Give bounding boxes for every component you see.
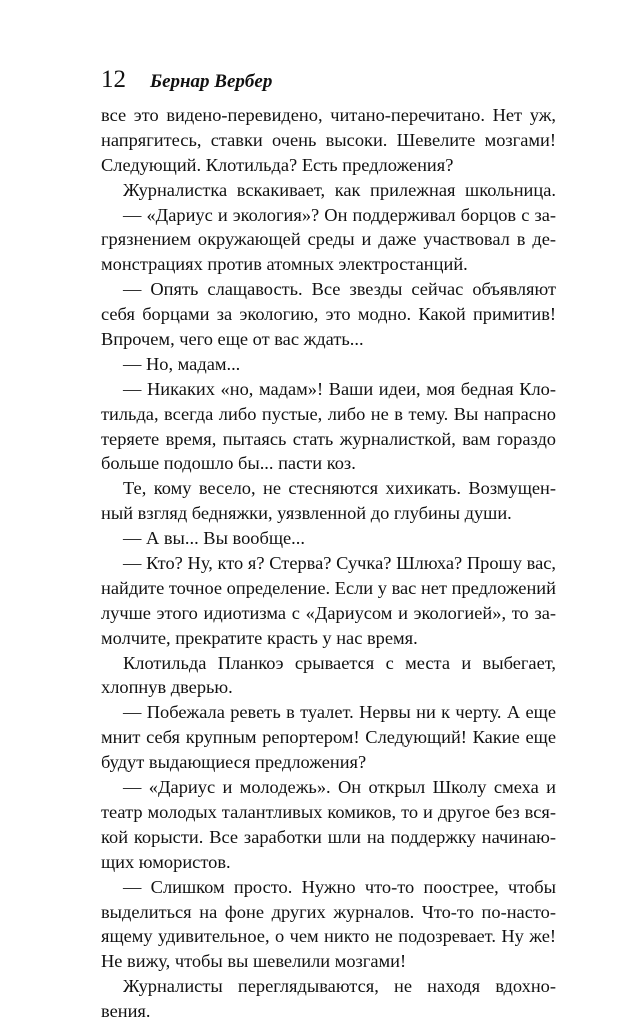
- text-line: ящему удивительное, о чем никто не подозревает. Ну же!: [101, 926, 556, 947]
- text-line: молчите, прекратите красть у нас время.: [101, 627, 418, 648]
- text-line: лучше этого идиотизма с «Дариусом и экологией», то за-: [101, 602, 556, 623]
- text-line: Не вижу, чтобы вы шевелили мозгами!: [101, 951, 407, 972]
- text-line: мнит себя крупным репортером! Следующий! Какие еще: [101, 727, 556, 748]
- text-line: — «Дариус и экология»? Он поддерживал борцов с за-: [123, 204, 556, 225]
- text-line: вения.: [101, 1001, 151, 1022]
- text-line: будут выдающиеся предложения?: [101, 752, 367, 773]
- page-number: 12: [101, 66, 126, 93]
- text-line: — Но, мадам...: [123, 353, 241, 374]
- text-line: монстрациях против атомных электростанций.: [101, 254, 468, 275]
- text-line: выделиться на фоне других журналов. Что-то по-насто-: [101, 901, 556, 922]
- text-line: — «Дариус и молодежь». Он открыл Школу смеха и: [123, 777, 556, 798]
- body-text: [101, 103, 556, 1024]
- text-line: Следующий. Клотильда? Есть предложения?: [101, 154, 454, 175]
- text-line: больше подошло бы... пасти коз.: [101, 453, 356, 474]
- text-line: — Кто? Ну, кто я? Стерва? Сучка? Шлюха? Прошу вас,: [123, 553, 556, 574]
- text-line: напрягитесь, ставки очень высоки. Шевелите мозгами!: [101, 129, 556, 150]
- text-line: Журналисты переглядываются, не находя вдохно-: [123, 976, 556, 997]
- text-line: ный взгляд бедняжки, уязвленной до глубины души.: [101, 503, 512, 524]
- text-line: все это видено-перевидено, читано-перечитано. Нет уж,: [101, 105, 556, 125]
- text-line: Впрочем, чего еще от вас ждать...: [101, 329, 364, 350]
- running-head-author: Бернар Вербер: [150, 71, 273, 92]
- text-line: — Слишком просто. Нужно что-то поострее, чтобы: [123, 876, 556, 897]
- text-line: хлопнув дверью.: [101, 677, 233, 698]
- text-line: — Побежала реветь в туалет. Нервы ни к черту. А еще: [123, 702, 556, 723]
- text-line: — Опять слащавость. Все звезды сейчас объявляют: [123, 279, 556, 300]
- page-header: [101, 66, 272, 96]
- text-line: театр молодых талантливых комиков, то и другое без вся-: [101, 801, 556, 822]
- text-line: тильда, всегда либо пустые, либо не в тему. Вы напрасно: [101, 403, 556, 424]
- text-line: теряете время, пытаясь стать журналисткой, вам гораздо: [101, 428, 556, 449]
- text-line: грязнением окружающей среды и даже участвовал в де-: [101, 229, 556, 250]
- text-line: Журналистка вскакивает, как прилежная школьница.: [123, 179, 556, 200]
- text-line: Клотильда Планкоэ срывается с места и выбегает,: [123, 652, 556, 673]
- text-line: — А вы... Вы вообще...: [123, 528, 305, 549]
- text-line: кой корысти. Все заработки шли на поддержку начинаю-: [101, 826, 556, 847]
- text-line: себя борцами за экологию, это модно. Какой примитив!: [101, 304, 556, 325]
- text-line: найдите точное определение. Если у вас нет предложений: [101, 577, 556, 598]
- text-line: Те, кому весело, не стесняются хихикать. Возмущен-: [123, 478, 556, 499]
- text-line: щих юмористов.: [101, 851, 231, 872]
- text-line: — Никаких «но, мадам»! Ваши идеи, моя бедная Кло-: [123, 378, 556, 399]
